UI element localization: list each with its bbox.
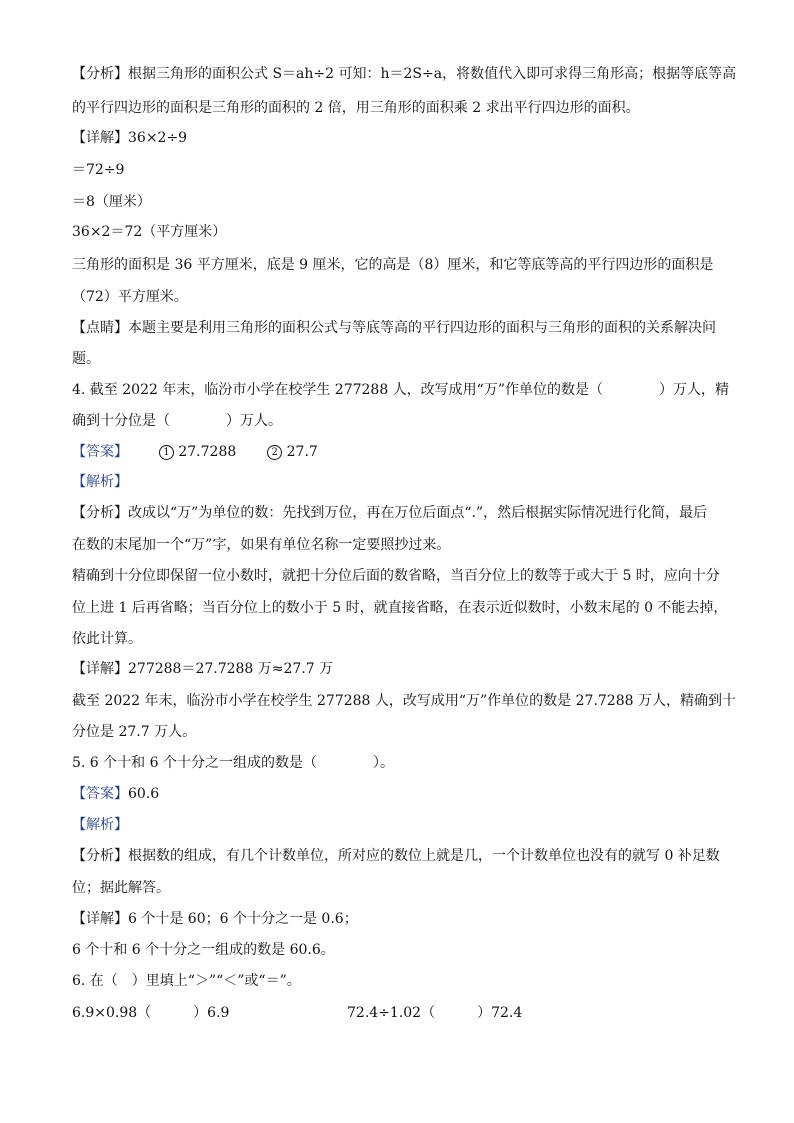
q3-detail-line2: ＝72÷9 <box>72 162 125 178</box>
q3-analysis-line1: 【分析】根据三角形的面积公式 S＝ah÷2 可知：h＝2S÷a，将数值代入即可求得三角形高；根据等底等高 <box>72 66 737 82</box>
q6-expression-left: 6.9×0.98（ ）6.9 <box>72 1005 230 1021</box>
q4-question-line1: 4. 截至 2022 年末，临汾市小学在校学生 277288 人，改写成用“万”作单位的数是（ ）万人，精 <box>72 382 729 398</box>
q4-analysis-line2: 在数的末尾加一个“万”字，如果有单位名称一定要照抄过来。 <box>72 537 451 553</box>
q4-answer-value-1: 27.7288 <box>178 444 237 460</box>
q4-jiexi-tag: 【解析】 <box>72 474 128 490</box>
q3-detail-line1 <box>72 128 187 148</box>
q5-answer-row <box>72 784 159 804</box>
q6-expression-right: 72.4÷1.02（ ）72.4 <box>347 1005 523 1021</box>
q5-jiexi-tag: 【解析】 <box>72 817 128 833</box>
q5-detail-line2: 6 个十和 6 个十分之一组成的数是 60.6。 <box>72 942 335 958</box>
q3-analysis-line2: 的平行四边形的面积是三角形的面积的 2 倍，用三角形的面积乘 2 求出平行四边形的面积。 <box>72 100 640 116</box>
q5-question: 5. 6 个十和 6 个十分之一组成的数是（ ）。 <box>72 755 394 771</box>
q3-detail-expr1: 36×2÷9 <box>128 130 188 146</box>
q4-analysis-line5: 依此计算。 <box>72 631 142 647</box>
q5-analysis-line1: 【分析】根据数的组成，有几个计数单位，所对应的数位上就是几，一个计数单位也没有的就写 0 补足数 <box>72 848 720 864</box>
q6-question: 6. 在（ ）里填上“＞”“＜”或“＝”。 <box>72 973 301 989</box>
q3-comment-line2: 题。 <box>72 351 100 367</box>
q3-conclusion-line1: 三角形的面积是 36 平方厘米，底是 9 厘米，它的高是（8）厘米，和它等底等高的平行四边形的面积是 <box>72 257 714 273</box>
q4-question-line2: 确到十分位是（ ）万人。 <box>72 413 282 429</box>
q3-detail-line3: ＝8（厘米） <box>72 194 151 210</box>
q3-comment-line1: 【点睛】本题主要是利用三角形的面积公式与等底等高的平行四边形的面积与三角形的面积的关系解决问 <box>72 320 716 336</box>
q4-answer-value-2: 27.7 <box>286 444 318 460</box>
q3-detail-label: 【详解】 <box>72 130 128 146</box>
q4-answer-tag: 【答案】 <box>72 444 128 460</box>
q4-answer-number-2: 2 <box>267 445 282 460</box>
q3-detail-line4: 36×2＝72（平方厘米） <box>72 224 227 240</box>
q4-analysis-line1: 【分析】改成以“万”为单位的数：先找到万位，再在万位后面点“.”，然后根据实际情况进行化简，最后 <box>72 505 708 521</box>
q5-detail-line1: 【详解】6 个十是 60；6 个十分之一是 0.6； <box>72 911 358 927</box>
q4-analysis-line3: 精确到十分位即保留一位小数时，就把十分位后面的数省略，当百分位上的数等于或大于 5 时，应向十分 <box>72 568 720 584</box>
q3-conclusion-line2: （72）平方厘米。 <box>72 289 188 305</box>
q4-detail-line1: 【详解】277288＝27.7288 万≈27.7 万 <box>72 661 334 677</box>
q4-answer-row <box>72 442 318 462</box>
q4-answer-number-1: 1 <box>159 445 174 460</box>
q5-answer-value: 60.6 <box>128 786 160 802</box>
q5-answer-tag: 【答案】 <box>72 786 128 802</box>
q4-conclusion-line2: 分位是 27.7 万人。 <box>72 724 197 740</box>
q4-analysis-line4: 位上进 1 后再省略；当百分位上的数小于 5 时，就直接省略，在表示近似数时，小数末尾的 0 不能去掉， <box>72 600 728 616</box>
q4-conclusion-line1: 截至 2022 年末，临汾市小学在校学生 277288 人，改写成用“万”作单位的数是 27.7288 万人，精确到十 <box>72 693 736 709</box>
q5-analysis-line2: 位；据此解答。 <box>72 880 170 896</box>
